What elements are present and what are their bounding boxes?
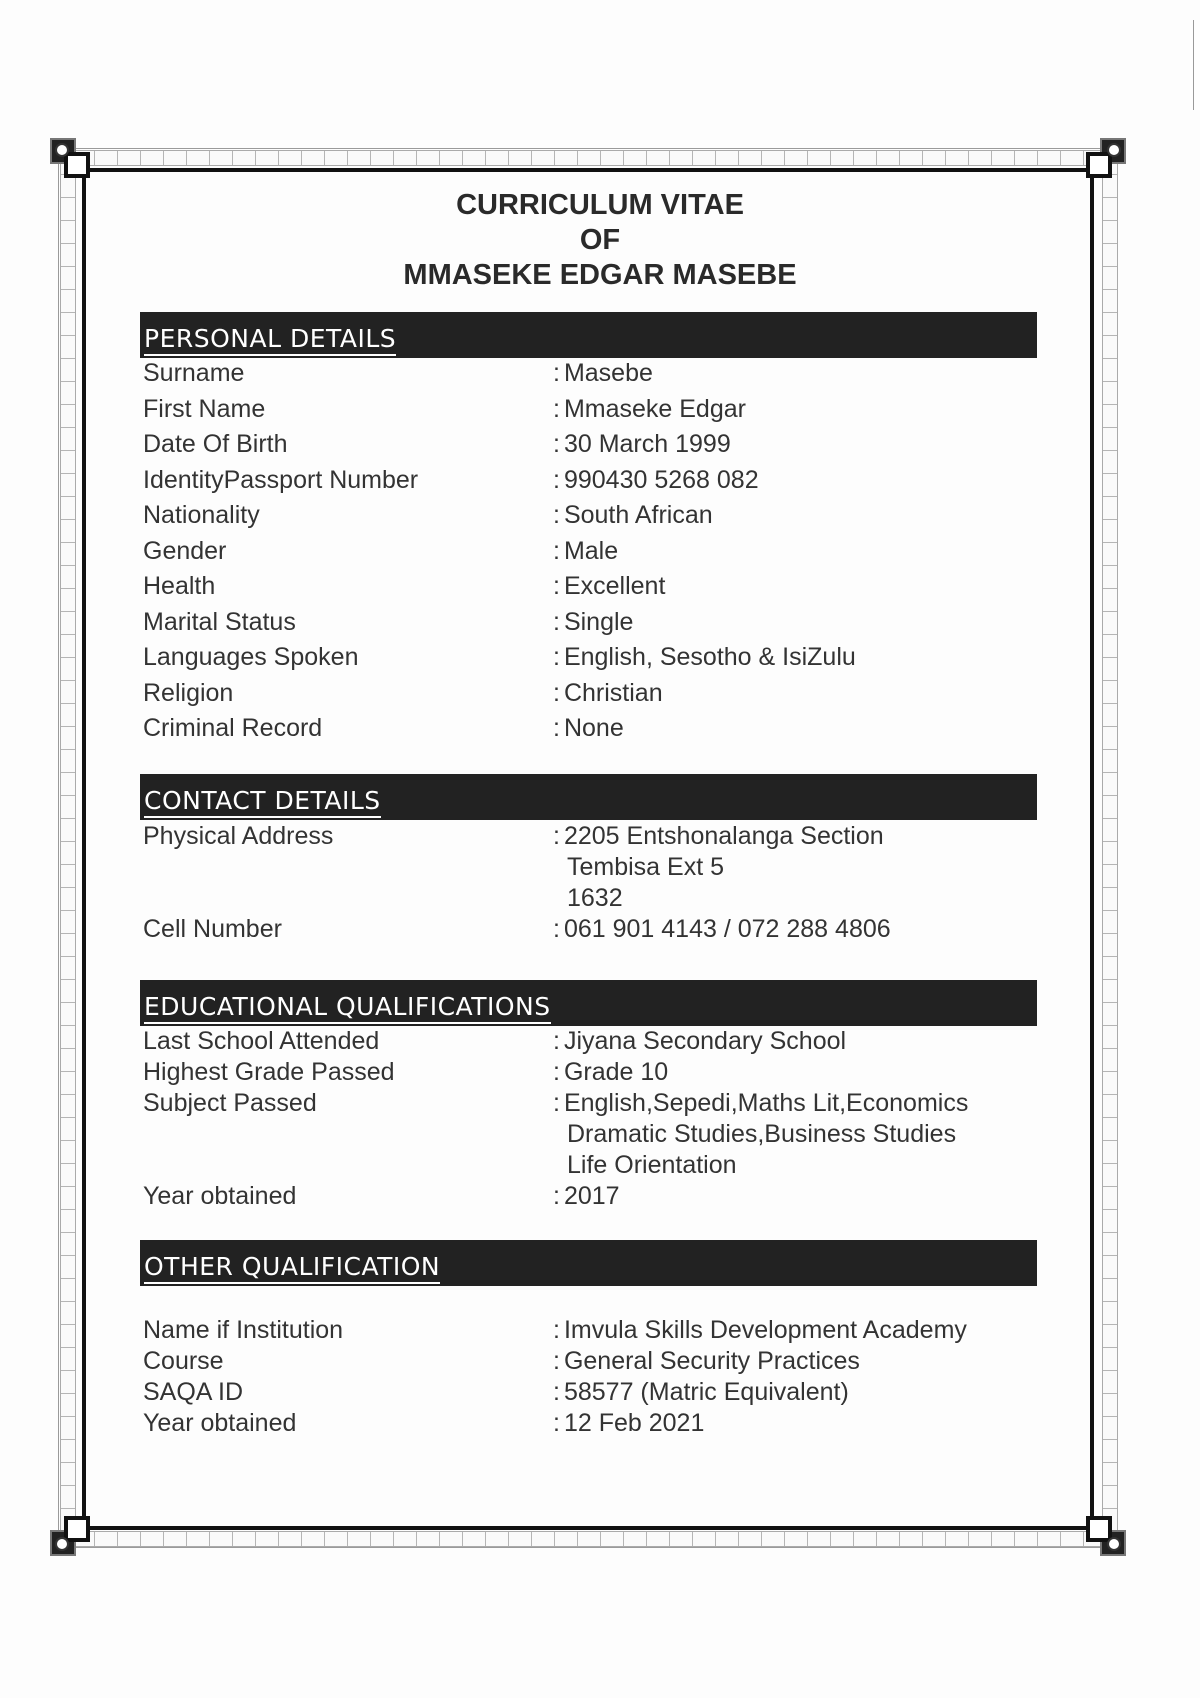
detail-value-line: : 30 March 1999 <box>553 430 731 458</box>
detail-value-line: : English, Sesotho & IsiZulu <box>553 643 856 671</box>
detail-value <box>553 1026 846 1057</box>
colon-separator: : <box>553 465 560 494</box>
detail-value <box>553 821 884 914</box>
detail-value-line: : Grade 10 <box>553 1058 669 1086</box>
colon-separator: : <box>553 1027 560 1055</box>
colon-separator: : <box>553 359 560 387</box>
detail-value <box>553 642 856 673</box>
detail-label: IdentityPassport Number <box>143 465 419 494</box>
detail-value <box>553 713 624 744</box>
detail-value-line: : General Security Practices <box>553 1347 860 1375</box>
detail-label: Subject Passed <box>143 1089 317 1117</box>
detail-value-line: : 12 Feb 2021 <box>553 1409 705 1437</box>
detail-label: Cell Number <box>143 915 282 943</box>
detail-value <box>553 571 665 602</box>
document-title <box>140 188 1060 293</box>
border-bottom-pattern <box>72 1531 1104 1547</box>
detail-value-line: : English,Sepedi,Maths Lit,Economics <box>553 1089 969 1117</box>
colon-separator: : <box>553 822 560 850</box>
detail-label: Surname <box>143 359 245 387</box>
detail-value-line: : Mmaseke Edgar <box>553 394 746 423</box>
colon-separator: : <box>553 430 560 458</box>
colon-separator: : <box>553 1316 560 1344</box>
detail-value <box>553 429 731 460</box>
detail-value <box>553 394 746 425</box>
detail-label: Criminal Record <box>143 714 323 742</box>
detail-value-line: : Imvula Skills Development Academy <box>553 1316 967 1344</box>
detail-value-line: : Masebe <box>553 359 653 387</box>
colon-separator: : <box>553 1378 560 1406</box>
section-header-other <box>140 1240 1037 1286</box>
colon-separator: : <box>553 572 560 600</box>
detail-value-line: : 990430 5268 082 <box>553 465 759 494</box>
detail-value <box>553 1315 967 1346</box>
corner-ornament-icon <box>50 1512 94 1556</box>
corner-ornament-icon <box>1082 1512 1126 1556</box>
detail-label: Gender <box>143 536 227 565</box>
detail-label: Highest Grade Passed <box>143 1058 395 1086</box>
detail-value-line: : Single <box>553 607 634 636</box>
detail-value <box>553 1346 860 1377</box>
border-right-pattern <box>1102 164 1118 1531</box>
colon-separator: : <box>553 678 560 707</box>
detail-value-line: Dramatic Studies,Business Studies <box>567 1120 957 1148</box>
detail-label: SAQA ID <box>143 1378 244 1406</box>
border-left-pattern <box>60 164 76 1531</box>
detail-label: Physical Address <box>143 822 334 850</box>
scan-edge-line <box>1193 20 1194 110</box>
title-line: OF <box>579 224 621 256</box>
border-top-pattern <box>72 150 1104 166</box>
detail-value-line: : 2017 <box>553 1182 620 1210</box>
section-header-education <box>140 980 1037 1026</box>
colon-separator: : <box>553 1058 560 1086</box>
detail-value <box>553 1088 968 1181</box>
detail-value <box>553 1181 620 1212</box>
corner-ornament-icon <box>50 138 94 182</box>
detail-value <box>553 465 759 496</box>
detail-value-line: : 061 901 4143 / 072 288 4806 <box>553 915 891 943</box>
detail-value-line: : South African <box>553 501 713 529</box>
colon-separator: : <box>553 607 560 636</box>
detail-value-line: : Christian <box>553 678 663 707</box>
detail-label: Nationality <box>143 501 260 529</box>
detail-value <box>553 607 633 638</box>
detail-label: Health <box>143 572 216 600</box>
section-header-contact <box>140 774 1037 820</box>
colon-separator: : <box>553 1182 560 1210</box>
corner-ornament-icon <box>1082 138 1126 182</box>
detail-value <box>553 1057 668 1088</box>
detail-label: Year obtained <box>143 1409 297 1437</box>
colon-separator: : <box>553 501 560 529</box>
detail-label: First Name <box>143 394 266 423</box>
detail-value <box>553 536 618 567</box>
detail-label: Marital Status <box>143 607 296 636</box>
colon-separator: : <box>553 1409 560 1437</box>
detail-label: Date Of Birth <box>143 430 288 458</box>
section-title: CONTACT DETAILS <box>144 786 381 818</box>
detail-value <box>553 1408 704 1439</box>
detail-label: Name if Institution <box>143 1316 344 1344</box>
detail-label: Religion <box>143 678 234 707</box>
detail-label: Languages Spoken <box>143 643 359 671</box>
detail-value-line: : Jiyana Secondary School <box>553 1027 847 1055</box>
detail-value-line: Life Orientation <box>567 1151 737 1179</box>
detail-value-line: 1632 <box>567 884 623 912</box>
detail-value-line: : 2205 Entshonalanga Section <box>553 822 884 850</box>
colon-separator: : <box>553 714 560 742</box>
detail-value <box>553 358 653 389</box>
section-header-personal <box>140 312 1037 358</box>
detail-value-line: : 58577 (Matric Equivalent) <box>553 1378 849 1406</box>
colon-separator: : <box>553 915 560 943</box>
colon-separator: : <box>553 643 560 671</box>
detail-value-line: : Excellent <box>553 572 666 600</box>
detail-value <box>553 1377 849 1408</box>
detail-value-line: : Male <box>553 536 619 565</box>
section-title: OTHER QUALIFICATION <box>144 1252 440 1284</box>
detail-value-line: : None <box>553 714 624 742</box>
title-line: MMASEKE EDGAR MASEBE <box>403 259 797 291</box>
detail-label: Year obtained <box>143 1182 297 1210</box>
title-line: CURRICULUM VITAE <box>456 189 744 221</box>
colon-separator: : <box>553 1089 560 1117</box>
detail-value <box>553 500 713 531</box>
detail-value <box>553 914 891 945</box>
detail-label: Course <box>143 1347 224 1375</box>
colon-separator: : <box>553 536 560 565</box>
detail-value-line: Tembisa Ext 5 <box>567 853 725 881</box>
colon-separator: : <box>553 1347 560 1375</box>
section-title: PERSONAL DETAILS <box>144 324 396 356</box>
detail-value <box>553 678 663 709</box>
detail-label: Last School Attended <box>143 1027 380 1055</box>
colon-separator: : <box>553 394 560 423</box>
section-title: EDUCATIONAL QUALIFICATIONS <box>144 992 551 1024</box>
